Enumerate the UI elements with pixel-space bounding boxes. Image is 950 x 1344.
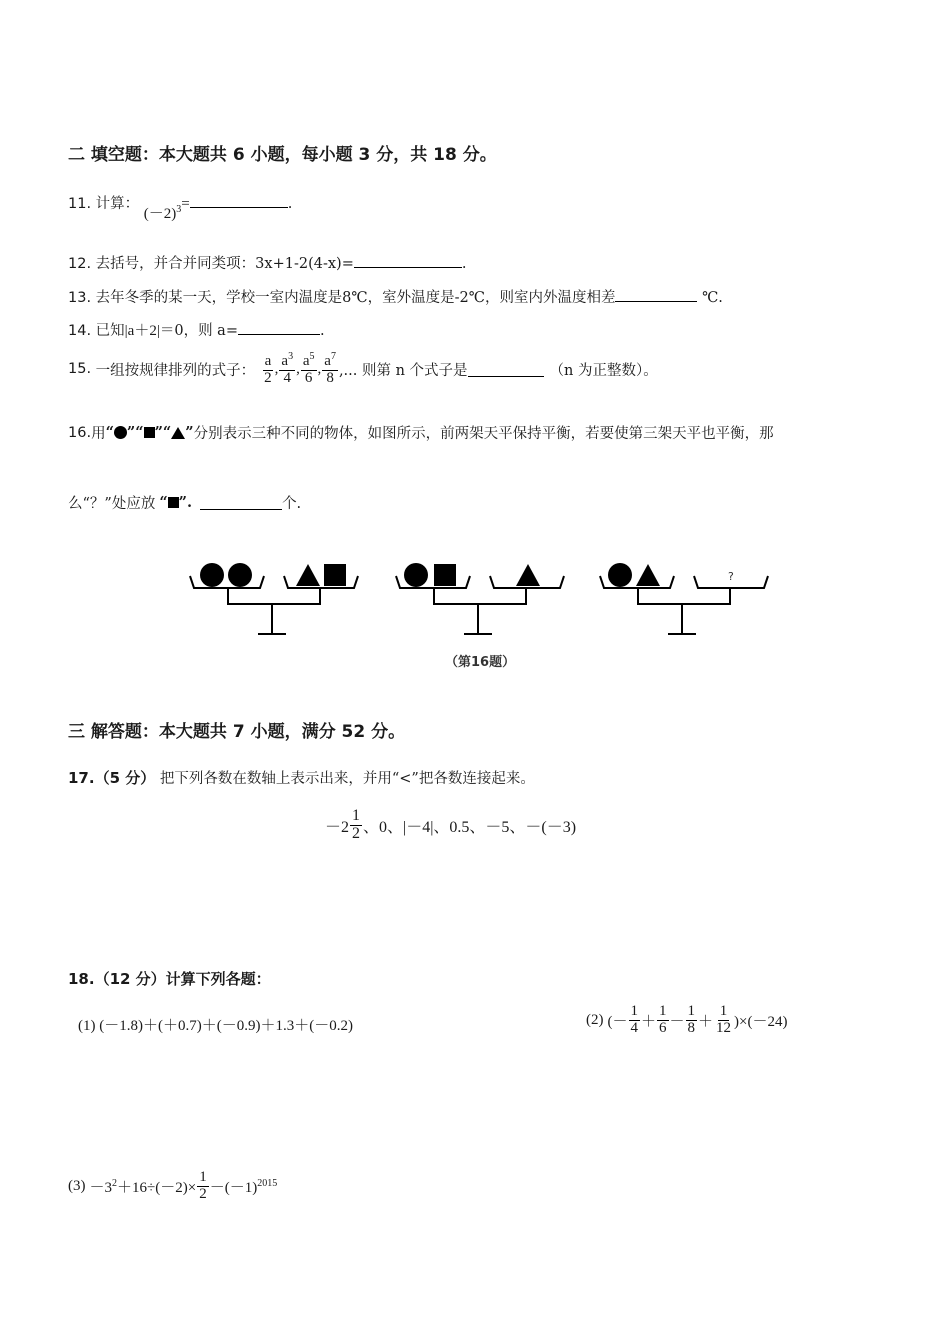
answer-blank[interactable] — [354, 253, 462, 268]
q17-number-list — [325, 808, 576, 843]
operator-sign: ＋ — [641, 1013, 657, 1030]
circle-object — [608, 563, 632, 587]
number-list-rest: 、0、|－4|、0.5、－5、－(－3) — [363, 818, 577, 836]
question-text: 计算： — [95, 196, 140, 212]
square-shape-icon — [168, 497, 179, 508]
fraction-term: $\frac{1}{8}$ — [687, 1003, 696, 1036]
period: . — [461, 256, 467, 272]
comma: , — [274, 360, 279, 377]
math-expression: $(-2)^3$ — [143, 204, 182, 222]
fraction: $\frac{1}{2}$ — [352, 807, 361, 842]
question-number: 16. — [68, 424, 92, 441]
question-text: 已知 — [95, 323, 125, 339]
sequence-fraction: $\frac{a^3}{4}$ — [281, 351, 294, 386]
question-number: 13. — [68, 290, 92, 306]
question-text-3: （n 为正整数）。 — [549, 362, 658, 379]
question-14 — [68, 319, 325, 340]
square-object — [324, 564, 346, 586]
comma: , — [317, 360, 322, 377]
question-text: 用 — [91, 426, 106, 442]
period: . — [287, 196, 293, 212]
question-number: 12. — [68, 256, 92, 272]
question-number: 17. — [68, 769, 95, 787]
section-2-title: 二 填空题：本大题共 6 小题，每小题 3 分，共 18 分。 — [68, 145, 497, 165]
fraction-term: $\frac{1}{6}$ — [659, 1003, 667, 1036]
question-11 — [68, 192, 293, 222]
circle-object — [200, 563, 224, 587]
operator-sign: ＋ — [698, 1013, 714, 1030]
question-text: 一组按规律排列的式子： — [95, 362, 256, 379]
comma: , — [296, 360, 300, 377]
balance-scales-figure — [180, 548, 780, 678]
answer-blank[interactable] — [238, 320, 320, 335]
question-text-2: 个. — [282, 496, 302, 512]
question-mark-label: ? — [728, 570, 734, 583]
fraction-terms — [628, 1004, 735, 1037]
question-number: 15. — [68, 361, 92, 378]
period: . — [319, 323, 325, 339]
fraction-term: $\frac{1}{12}$ — [716, 1003, 732, 1036]
triangle-object — [636, 564, 660, 586]
sequence-fraction: $\frac{a^7}{8}$ — [324, 351, 336, 386]
sequence-fractions — [261, 352, 339, 387]
question-18-2 — [586, 1004, 788, 1037]
sub-question-label: (1) — [78, 1018, 96, 1034]
math-expression: (－1.8)＋(＋0.7)＋(－0.9)＋1.3＋(－0.2) — [99, 1018, 353, 1034]
question-text-2: ＝0，则 a= — [159, 323, 238, 339]
unit-text: ℃. — [702, 290, 723, 306]
question-text-2: ,... 则第 n 个式子是 — [338, 362, 468, 379]
open-paren: (－ — [607, 1013, 628, 1030]
question-score: （5 分） — [94, 769, 156, 787]
question-16-line-2: 么“？”处应放 “ ”. 个. — [68, 494, 302, 512]
question-15 — [68, 352, 658, 387]
answer-blank[interactable] — [468, 362, 544, 377]
question-text: 把下列各数在数轴上表示出来，并用“<”把各数连接起来。 — [159, 771, 535, 787]
sub-question-label: (3) — [68, 1177, 86, 1194]
question-text: 去年冬季的某一天，学校一室内温度是8℃，室外温度是-2℃，则室内外温度相差 — [95, 290, 616, 306]
question-text-2: 分别表示三种不同的物体，如图所示，前两架天平保持平衡，若要使第三架天平也平衡，那 — [193, 426, 774, 442]
operator-sign: － — [669, 1013, 685, 1030]
question-17 — [68, 767, 535, 788]
triangle-shape-icon — [171, 427, 185, 439]
number-neg-2: －2 — [325, 818, 350, 836]
figure-caption: （第16题） — [445, 655, 516, 670]
question-number: 11. — [68, 196, 92, 212]
close-expression: )×(－24) — [734, 1013, 788, 1030]
fraction-term: $\frac{1}{4}$ — [630, 1003, 638, 1036]
circle-object — [404, 563, 428, 587]
answer-blank[interactable] — [200, 495, 282, 510]
sequence-fraction: $\frac{a^5}{6}$ — [302, 351, 315, 386]
section-3-title: 三 解答题：本大题共 7 小题，满分 52 分。 — [68, 722, 406, 742]
square-shape-icon — [144, 427, 155, 438]
fraction: $\frac{1}{2}$ — [199, 1169, 207, 1202]
sub-question-label: (2) — [586, 1011, 604, 1028]
sequence-fraction: $\frac{a}{2}$ — [264, 353, 272, 386]
question-18-1 — [78, 1014, 353, 1035]
question-text: 么“？”处应放 — [68, 496, 156, 512]
question-12 — [68, 252, 466, 273]
question-number: 14. — [68, 323, 92, 339]
answer-blank[interactable] — [615, 287, 697, 302]
answer-blank[interactable] — [190, 193, 288, 208]
question-16: 16. 用 “ ”“ ”“ ” 分别表示三种不同的物体，如图所示，前两架天平保持平衡，若要使第三架天平也平衡，那 — [68, 424, 774, 442]
question-13 — [68, 286, 723, 307]
question-text: 去括号，并合并同类项：3x+1-2(4-x)= — [95, 256, 354, 272]
circle-shape-icon — [114, 426, 127, 439]
math-c: $-(-1)^{2015}$ — [209, 1177, 278, 1196]
question-18-3 — [68, 1170, 277, 1203]
math-a: $-3^2$ — [89, 1177, 118, 1196]
triangle-object — [516, 564, 540, 586]
circle-object — [228, 563, 252, 587]
absolute-value-expression: |a＋2| — [124, 323, 160, 339]
square-object — [434, 564, 456, 586]
equals-sign: = — [181, 196, 190, 212]
question-18-title: 18.（12 分）计算下列各题： — [68, 970, 271, 988]
math-b: ＋16÷(－2)× — [117, 1179, 197, 1196]
triangle-object — [296, 564, 320, 586]
